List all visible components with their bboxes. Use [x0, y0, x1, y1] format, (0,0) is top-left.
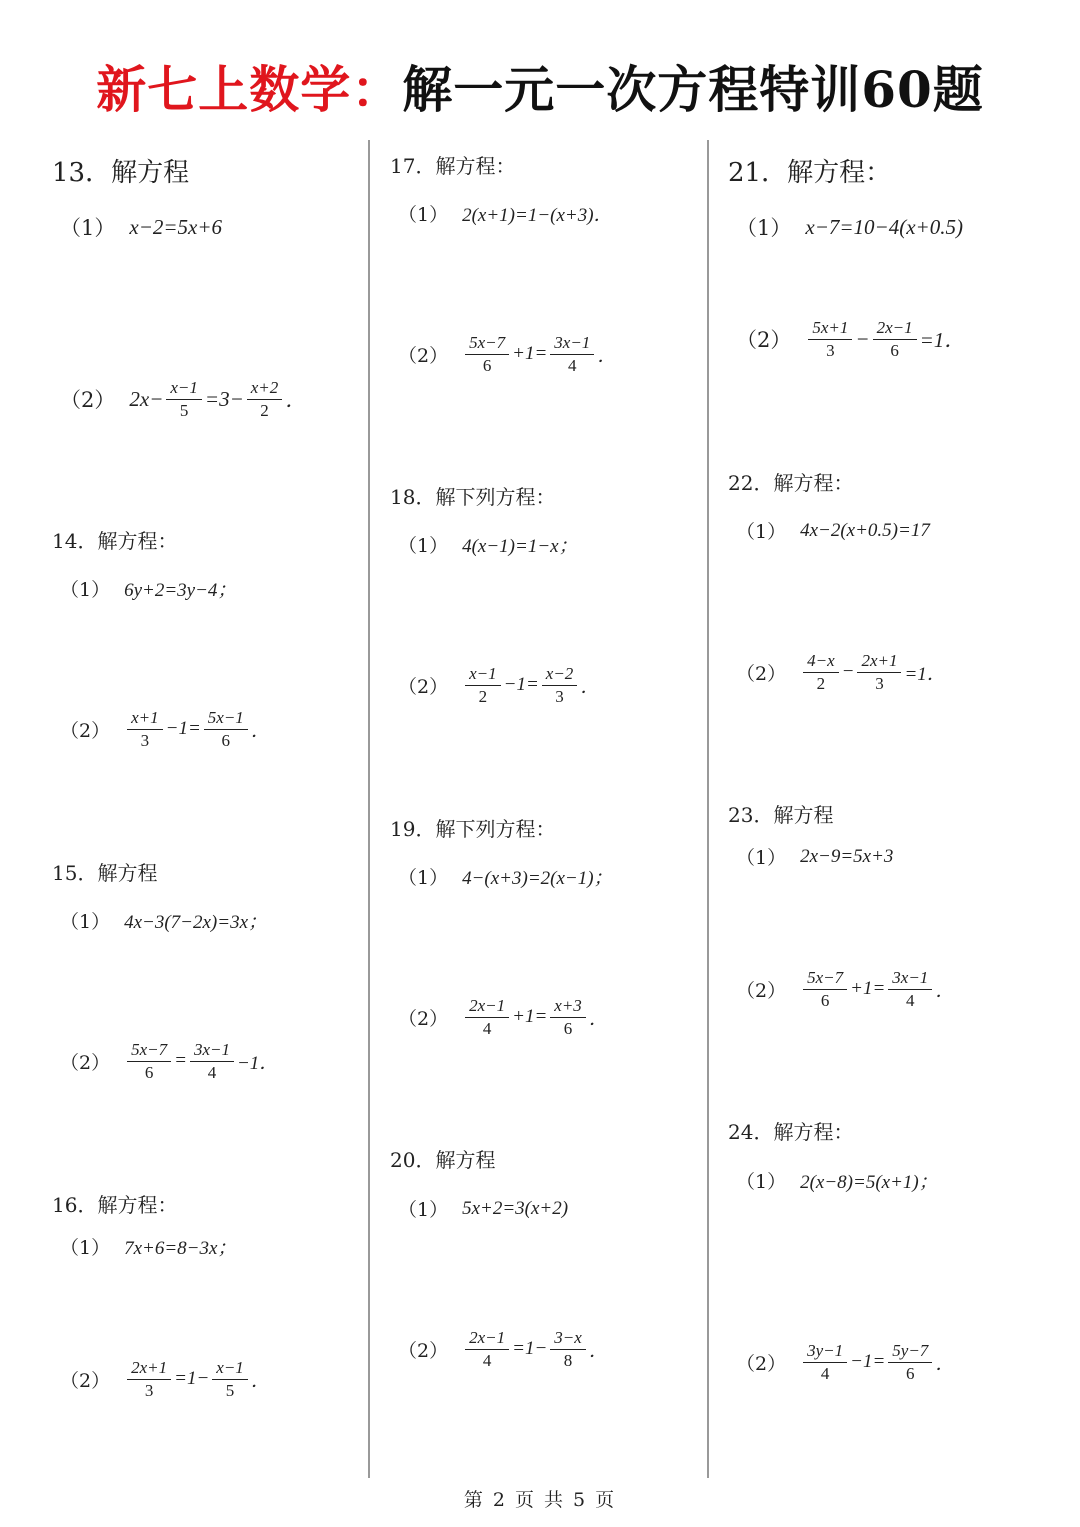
- denominator: 4: [906, 990, 915, 1010]
- equation-p1: [398, 531, 578, 558]
- page-title: [0, 50, 1080, 122]
- denominator: 6: [221, 730, 231, 750]
- equation-p1: [60, 907, 267, 934]
- fraction: [888, 1341, 932, 1383]
- equation-text: −1=: [165, 718, 201, 740]
- equation-text: 6y+2=3y−4；: [124, 580, 237, 601]
- equation-text: +1=: [512, 1006, 548, 1028]
- numerator: x−2: [542, 664, 578, 686]
- equation-text: ．: [580, 676, 600, 698]
- page-number: 第 2 页 共 5 页: [463, 1489, 617, 1511]
- equation-text: 5x+2=3(x+2): [462, 1197, 569, 1219]
- part-label: （1）: [60, 579, 111, 601]
- title-prefix: 新七上数学：: [96, 60, 403, 119]
- equation-text: ．: [935, 1353, 955, 1375]
- equation-p2: [398, 1328, 608, 1370]
- problem-header: 21．解方程：: [728, 158, 892, 188]
- denominator: 5: [225, 1380, 235, 1400]
- problem-header: 16．解方程：: [52, 1193, 178, 1217]
- equation-p1: [736, 1167, 938, 1194]
- part-label: （1）: [60, 1237, 111, 1259]
- numerator: 5x−7: [465, 333, 509, 355]
- equation-text: =1．: [904, 663, 946, 685]
- fraction: [542, 664, 578, 706]
- part-label: （2）: [60, 388, 116, 413]
- numerator: 3y−1: [803, 1341, 847, 1363]
- equation-p2: [736, 651, 946, 693]
- equation-p1: [60, 1233, 236, 1260]
- denominator: 4: [207, 1062, 217, 1082]
- part-label: （1）: [736, 521, 787, 543]
- denominator: 6: [906, 1363, 915, 1383]
- equation-text: ．: [588, 1340, 608, 1362]
- equation-p1: [736, 212, 963, 242]
- fraction: [857, 651, 901, 693]
- equation-text: −1=: [503, 674, 539, 696]
- denominator: 6: [820, 990, 830, 1010]
- equation-text: x−7=10−4(x+0.5): [805, 214, 963, 239]
- equation-p2: [736, 318, 965, 360]
- denominator: 3: [875, 673, 884, 693]
- problem-header: 13．解方程: [52, 158, 190, 188]
- problem-header: 24．解方程：: [728, 1120, 854, 1144]
- part-label: （2）: [736, 1352, 787, 1375]
- denominator: 4: [820, 1363, 830, 1383]
- fraction: [204, 708, 248, 750]
- numerator: x+2: [247, 378, 283, 400]
- equation-text: ．: [285, 388, 307, 413]
- equation-p2: [60, 1040, 278, 1082]
- denominator: 3: [555, 686, 564, 706]
- equation-text: −1=: [850, 1351, 886, 1373]
- equation-text: +1=: [850, 978, 886, 1000]
- fraction: [127, 708, 163, 750]
- equation-text: 2x−: [129, 386, 164, 411]
- equation-p2: [398, 664, 599, 706]
- denominator: 8: [563, 1350, 573, 1370]
- equation-text: 2(x−8)=5(x+1)；: [800, 1172, 938, 1193]
- fraction: [550, 1328, 586, 1370]
- equation-text: x−2=5x+6: [129, 214, 223, 239]
- problem-header: 23．解方程: [728, 803, 834, 827]
- denominator: 5: [179, 400, 189, 420]
- equation-p2: [60, 378, 306, 420]
- numerator: 2x+1: [127, 1358, 171, 1380]
- part-label: （2）: [398, 675, 449, 698]
- equation-text: 4x−2(x+0.5)=17: [800, 519, 930, 541]
- equation-text: 4(x−1)=1−x；: [462, 536, 578, 557]
- equation-p2: [60, 1358, 270, 1400]
- denominator: 6: [482, 355, 492, 375]
- equation-text: ．: [597, 345, 617, 367]
- problem-header: 18．解下列方程：: [390, 485, 556, 509]
- equation-p1: [736, 843, 893, 870]
- fraction: [465, 996, 509, 1038]
- denominator: 6: [890, 340, 899, 360]
- equation-text: 4x−3(7−2x)=3x；: [124, 912, 268, 933]
- column-divider: [368, 140, 370, 1478]
- fraction: [888, 968, 932, 1010]
- equation-p1: [398, 200, 613, 227]
- part-label: （2）: [736, 328, 792, 353]
- equation-text: 2(x+1)=1−(x+3)．: [462, 205, 613, 226]
- numerator: x+1: [127, 708, 163, 730]
- numerator: 2x−1: [465, 1328, 509, 1350]
- equation-p2: [398, 996, 608, 1038]
- part-label: （2）: [60, 1051, 111, 1074]
- equation-text: =3−: [204, 386, 244, 411]
- numerator: 5x+1: [808, 318, 852, 340]
- fraction: [166, 378, 202, 420]
- part-label: （1）: [398, 204, 449, 226]
- part-label: （1）: [60, 911, 111, 933]
- part-label: （2）: [736, 662, 787, 685]
- numerator: 4−x: [803, 651, 839, 673]
- equation-p2: [60, 708, 270, 750]
- problem-header: 22．解方程：: [728, 471, 854, 495]
- equation-text: =1−: [174, 1368, 210, 1390]
- fraction: [127, 1358, 171, 1400]
- part-label: （1）: [398, 1199, 449, 1221]
- part-label: （2）: [60, 1369, 111, 1392]
- equation-text: ．: [935, 980, 955, 1002]
- equation-text: ．: [588, 1008, 608, 1030]
- numerator: 2x−1: [873, 318, 917, 340]
- equation-p1: [60, 575, 236, 602]
- denominator: 4: [568, 355, 577, 375]
- part-label: （2）: [736, 979, 787, 1002]
- equation-p1: [398, 863, 613, 890]
- denominator: 4: [482, 1350, 492, 1370]
- numerator: x−1: [212, 1358, 248, 1380]
- denominator: 2: [478, 686, 488, 706]
- part-label: （1）: [736, 847, 787, 869]
- fraction: [465, 664, 501, 706]
- equation-text: =1．: [919, 328, 966, 353]
- fraction: [465, 333, 509, 375]
- problem-header: 14．解方程：: [52, 529, 178, 553]
- denominator: 2: [816, 673, 826, 693]
- equation-p1: [736, 517, 930, 544]
- fraction: [873, 318, 917, 360]
- denominator: 3: [826, 340, 835, 360]
- equation-text: =: [174, 1050, 187, 1072]
- equation-text: −: [855, 326, 870, 351]
- problem-header: 15．解方程: [52, 861, 158, 885]
- denominator: 3: [144, 1380, 154, 1400]
- equation-text: 4−(x+3)=2(x−1)；: [462, 868, 613, 889]
- equation-p2: [736, 1341, 954, 1383]
- fraction: [212, 1358, 248, 1400]
- denominator: 2: [260, 400, 269, 420]
- fraction: [127, 1040, 171, 1082]
- numerator: 3x−1: [550, 333, 594, 355]
- equation-p1: [60, 212, 222, 242]
- denominator: 4: [482, 1018, 492, 1038]
- fraction: [550, 996, 586, 1038]
- part-label: （1）: [398, 867, 449, 889]
- part-label: （2）: [60, 719, 111, 742]
- equation-p2: [736, 968, 954, 1010]
- fraction: [550, 333, 594, 375]
- equation-text: =1−: [512, 1338, 548, 1360]
- part-label: （1）: [398, 535, 449, 557]
- fraction: [803, 651, 839, 693]
- fraction: [247, 378, 283, 420]
- denominator: 6: [144, 1062, 154, 1082]
- denominator: 3: [140, 730, 150, 750]
- title-main: 解一元一次方程特训60题: [402, 60, 984, 119]
- equation-text: ．: [250, 1370, 270, 1392]
- fraction: [465, 1328, 509, 1370]
- problem-header: 19．解下列方程：: [390, 817, 556, 841]
- fraction: [803, 968, 847, 1010]
- fraction: [803, 1341, 847, 1383]
- problem-header: 17．解方程：: [390, 154, 516, 178]
- fraction: [808, 318, 852, 360]
- part-label: （1）: [60, 216, 116, 240]
- problem-header: 20．解方程: [390, 1148, 496, 1172]
- equation-text: +1=: [512, 343, 548, 365]
- numerator: 5x−7: [803, 968, 847, 990]
- numerator: 5x−1: [204, 708, 248, 730]
- numerator: 3−x: [550, 1328, 586, 1350]
- equation-text: 7x+6=8−3x；: [124, 1238, 237, 1259]
- equation-text: −: [841, 661, 855, 683]
- numerator: 5y−7: [888, 1341, 932, 1363]
- equation-p2: [398, 333, 616, 375]
- part-label: （1）: [736, 1171, 787, 1193]
- numerator: x−1: [166, 378, 202, 400]
- equation-p1: [398, 1195, 568, 1222]
- denominator: 6: [563, 1018, 573, 1038]
- numerator: 2x+1: [857, 651, 901, 673]
- numerator: 3x−1: [888, 968, 932, 990]
- part-label: （1）: [736, 216, 792, 240]
- numerator: x−1: [465, 664, 501, 686]
- column-divider: [707, 140, 709, 1478]
- part-label: （2）: [398, 344, 449, 367]
- numerator: x+3: [550, 996, 586, 1018]
- numerator: 3x−1: [190, 1040, 234, 1062]
- part-label: （2）: [398, 1339, 449, 1362]
- numerator: 5x−7: [127, 1040, 171, 1062]
- equation-text: −1．: [236, 1052, 279, 1074]
- equation-text: ．: [250, 720, 270, 742]
- fraction: [190, 1040, 234, 1082]
- numerator: 2x−1: [465, 996, 509, 1018]
- equation-text: 2x−9=5x+3: [800, 845, 894, 867]
- part-label: （2）: [398, 1007, 449, 1030]
